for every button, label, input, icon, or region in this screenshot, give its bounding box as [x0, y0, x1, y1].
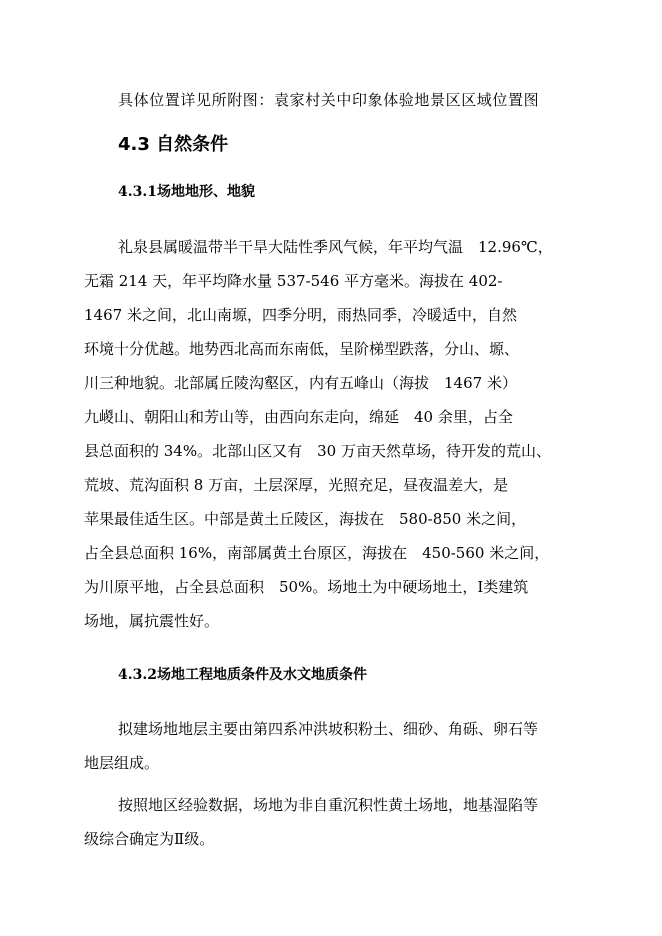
paragraph-line: 级综合确定为Ⅱ级。	[84, 830, 215, 848]
paragraph-line: 荒坡、荒沟面积 8 万亩，土层深厚，光照充足，昼夜温差大，是	[84, 476, 509, 494]
paragraph-line: 场地，属抗震性好。	[84, 612, 220, 630]
paragraph-line: 九嵕山、朝阳山和芳山等，由西向东走向，绵延 40 余里，占全	[84, 408, 513, 426]
section-heading-natural-conditions: 4.3 自然条件	[118, 134, 229, 155]
subsection-heading-terrain-landform: 4.3.1场地地形、地貌	[118, 184, 255, 200]
subsection-heading-geology-hydrology: 4.3.2场地工程地质条件及水文地质条件	[118, 667, 367, 683]
paragraph-line: 地层组成。	[84, 754, 160, 772]
paragraph-line: 按照地区经验数据，场地为非自重沉积性黄土场地，地基湿陷等	[118, 796, 539, 814]
paragraph-line: 拟建场地地层主要由第四系冲洪坡积粉土、细砂、角砾、卵石等	[118, 720, 539, 738]
paragraph-line: 1467 米之间，北山南塬，四季分明，雨热同季，冷暖适中，自然	[84, 306, 517, 324]
strata-paragraph	[84, 712, 584, 780]
terrain-paragraph	[84, 230, 584, 638]
location-figure-reference: 具体位置详见所附图：袁家村关中印象体验地景区区域位置图	[118, 91, 540, 109]
paragraph-line: 为川原平地，占全县总面积 50%。场地土为中硬场地土，Ⅰ类建筑	[84, 578, 529, 596]
loess-collapsibility-paragraph	[84, 788, 584, 856]
paragraph-line: 川三种地貌。北部属丘陵沟壑区，内有五峰山（海拔 1467 米）	[84, 374, 517, 392]
paragraph-line: 无霜 214 天，年平均降水量 537-546 平方毫米。海拔在 402-	[84, 272, 503, 290]
paragraph-line: 县总面积的 34%。北部山区又有 30 万亩天然草场，待开发的荒山、	[84, 442, 551, 460]
paragraph-line: 环境十分优越。地势西北高而东南低，呈阶梯型跌落，分山、塬、	[84, 340, 520, 358]
paragraph-line: 礼泉县属暖温带半干旱大陆性季风气候，年平均气温 12.96℃，	[118, 238, 553, 256]
paragraph-line: 苹果最佳适生区。中部是黄土丘陵区，海拔在 580-850 米之间，	[84, 510, 527, 528]
paragraph-line: 占全县总面积 16%，南部属黄土台原区，海拔在 450-560 米之间，	[84, 544, 550, 562]
